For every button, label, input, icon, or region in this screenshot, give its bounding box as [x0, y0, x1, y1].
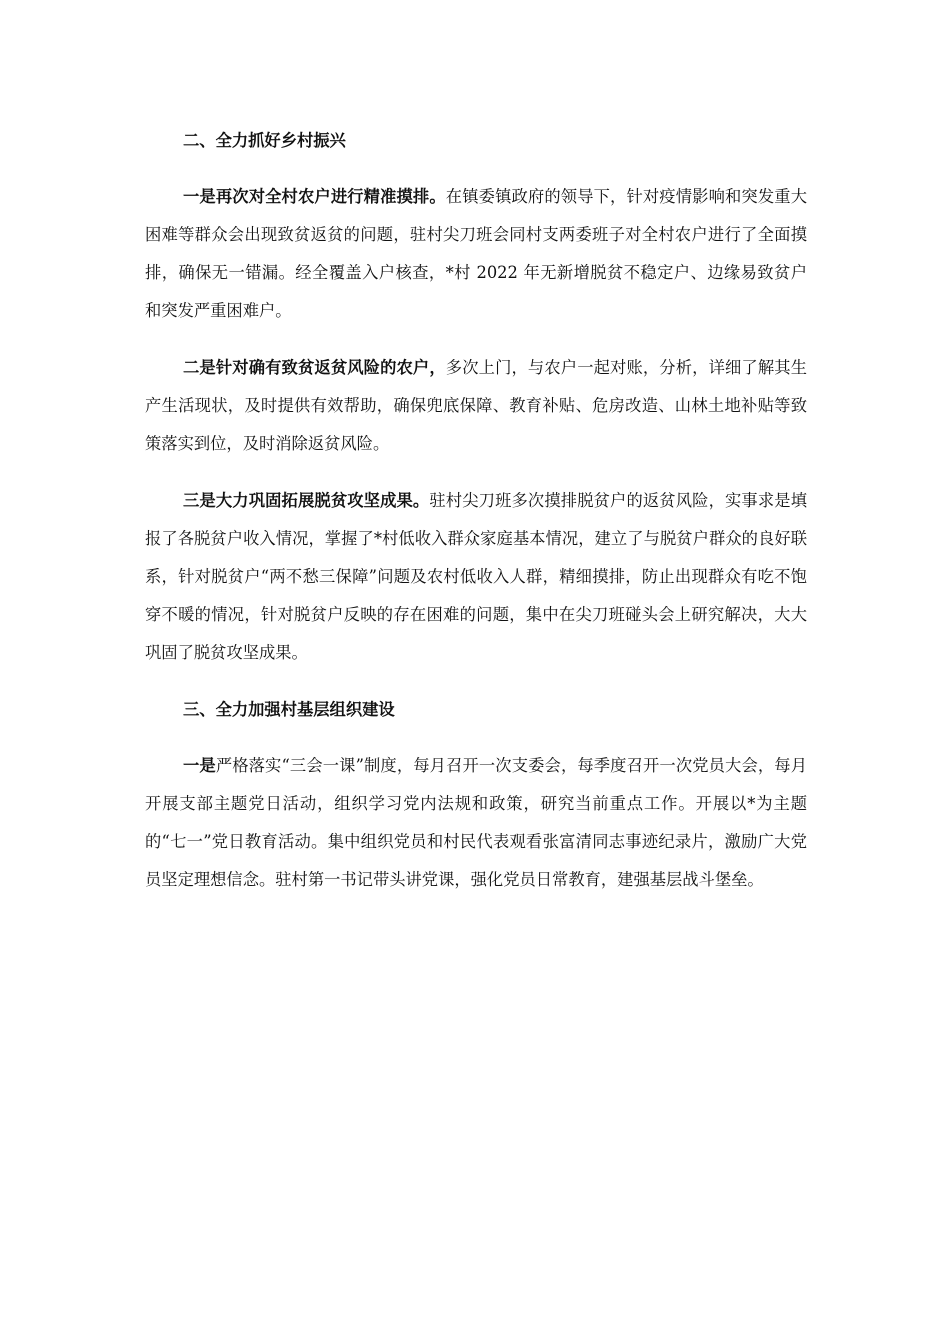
spacer — [145, 463, 807, 482]
paragraph-lead: 一是 — [183, 756, 216, 775]
spacer — [145, 330, 807, 349]
spacer — [145, 672, 807, 691]
paragraph-lead: 一是再次对全村农户进行精准摸排。 — [183, 187, 446, 206]
paragraph-risk-households — [145, 349, 807, 463]
paragraph-body: 在镇委镇政府的领导下，针对疫情影响和突发重大困难等群众会出现致贫返贫的问题，驻村尖刀班会同村支两委班子对全村农户进行了全面摸排，确保无一错漏。经全覆盖入户核查，*村 2022 年无新增脱贫不稳定户、边缘易致贫户和突发严重困难户。 — [145, 187, 807, 320]
spacer — [145, 729, 807, 747]
paragraph-body: 驻村尖刀班多次摸排脱贫户的返贫风险，实事求是填报了各脱贫户收入情况，掌握了*村低收入群众家庭基本情况，建立了与脱贫户群众的良好联系，针对脱贫户“两不愁三保障”问题及农村低收入人群，精细摸排，防止出现群众有吃不饱穿不暖的情况，针对脱贫户反映的存在困难的问题，集中在尖刀班碰头会上研究解决，大大巩固了脱贫攻坚成果。 — [145, 491, 807, 662]
section-heading-grassroots-organization: 三、全力加强村基层组织建设 — [183, 700, 395, 719]
section-heading-rural-revitalization: 二、全力抓好乡村振兴 — [183, 131, 346, 150]
document-page — [145, 122, 807, 899]
spacer — [145, 160, 807, 178]
paragraph-lead: 二是针对确有致贫返贫风险的农户， — [183, 358, 446, 377]
paragraph-lead: 三是大力巩固拓展脱贫攻坚成果。 — [183, 491, 430, 510]
paragraph-body: 严格落实“三会一课”制度，每月召开一次支委会，每季度召开一次党员大会，每月开展支部主题党日活动，组织学习党内法规和政策，研究当前重点工作。开展以*为主题的“七一”党日教育活动。集中组织党员和村民代表观看张富清同志事迹纪录片，激励广大党员坚定理想信念。驻村第一书记带头讲党课，强化党员日常教育，建强基层战斗堡垒。 — [145, 756, 807, 889]
paragraph-body: 多次上门，与农户一起对账，分析，详细了解其生产生活现状，及时提供有效帮助，确保兜底保障、教育补贴、危房改造、山林土地补贴等致策落实到位，及时消除返贫风险。 — [145, 358, 807, 453]
paragraph-consolidate-results — [145, 482, 807, 672]
paragraph-three-meetings — [145, 747, 807, 899]
paragraph-precise-survey — [145, 178, 807, 330]
